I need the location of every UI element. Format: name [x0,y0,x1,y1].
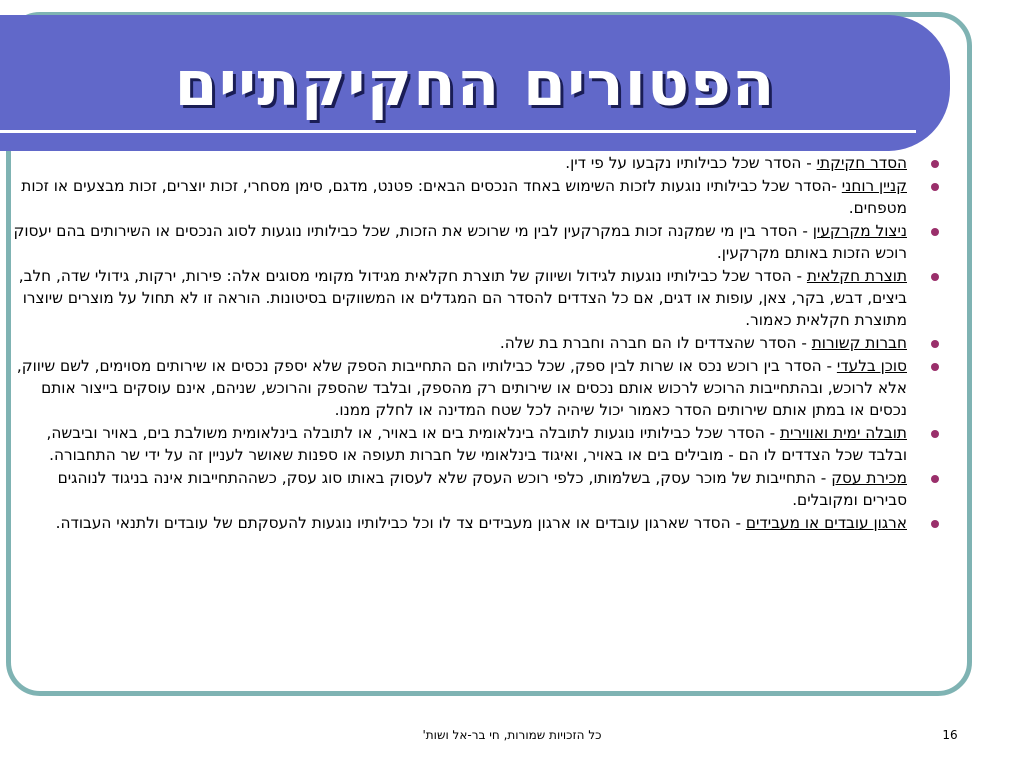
bullet-icon [931,340,939,348]
bullet-icon [931,475,939,483]
bullet-item [12,422,945,466]
bullet-item [12,265,945,331]
slide-title: הפטורים החקיקתיים [174,47,776,120]
bullet-text: - הסדר שכל כבילותיו נוגעות לתובלה בינלאומית בים או באויר, או לתובלה בינלאומית משולבת בים, באויר וביבשה, ובלבד שכל הצדדים לו הם - מובילים בים או באויר, ואיגוד בינלאומי של חברות תעופה או ספנות שאושר לעניין זה על ידי שר התחבורה. [46,424,907,464]
bullet-text: - הסדר בין רוכש נכס או שרות לבין ספק, שכל כבילותיו הם התחייבות הספק שלא יספק נכסים או שירותים מסוימים, לשם שיווק, אלא לרוכש, ובהתחייבות הרוכש לרכוש אותם נכסים או שירותים רק מהספק, ובלבד שהספק והרוכש, שניהם, אינם עוסקים בייצור אותם נכסים או במתן אותם שירותים הסדר כאמור יכול שיהיה לכל שטח המדינה או לחלק ממנו. [16,357,907,419]
slide-content [12,152,945,662]
bullet-term: סוכן בלעדי [836,357,907,375]
bullet-term: תובלה ימית ואווירית [779,424,907,442]
bullet-item [12,332,945,354]
bullet-text: - התחייבות של מוכר עסק, בשלמותו, כלפי רוכש העסק שלא לעסוק באותו סוג עסק, כשההתחייבות אינה בניגוד לנוהגים סבירים ומקובלים. [57,469,907,509]
bullet-term: הסדר חקיקתי [816,154,907,172]
bullet-text: - הסדר שארגון עובדים או ארגון מעבידים צד לו וכל כבילותיו נוגעות להעסקתם של עובדים ולתנאי העבודה. [55,514,746,532]
bullet-icon [931,363,939,371]
bullet-text: - הסדר שכל כבילותיו נוגעות לגידול ושיווק של תוצרת חקלאית מגידול מקומי מסוגים אלה: פירות, ירקות, גידולי שדה, חלב, ביצים, דבש, בקר, צאן, עופות או דגים, אם כל הצדדים להסדר הם המגדלים או המשווקים בסיטונות. הוראה זו לא תחול על מוצרים שיוצרו מתוצרת חקלאית כאמור. [18,267,907,329]
bullet-item [12,512,945,534]
bullet-list [12,152,945,534]
page-number: 16 [942,728,958,742]
bullet-item [12,220,945,264]
bullet-icon [931,273,939,281]
bullet-item [12,467,945,511]
bullet-item [12,152,945,174]
bullet-term: מכירת עסק [831,469,907,487]
bullet-term: תוצרת חקלאית [806,267,907,285]
bullet-text: - הסדר בין מי שמקנה זכות במקרקעין לבין מי שרוכש את הזכות, שכל כבילותיו נוגעות לסוג הנכסים או השירותים בהם יעסוק רוכש הזכות באותם מקרקעין. [13,222,907,262]
title-banner [0,15,950,151]
bullet-term: קניין רוחני [841,177,907,195]
bullet-item [12,355,945,421]
bullet-term: ניצול מקרקעין [812,222,907,240]
bullet-icon [931,430,939,438]
bullet-term: ארגון עובדים או מעבידים [745,514,907,532]
bullet-term: חברות קשורות [811,334,907,352]
bullet-text: -הסדר שכל כבילותיו נוגעות לזכות השימוש באחד הנכסים הבאים: פטנט, מדגם, סימן מסחרי, זכות יוצרים, זכות מבצעים או זכות מטפחים. [21,177,907,217]
bullet-text: - הסדר שהצדדים לו הם חברה וחברת בת שלה. [499,334,812,352]
footer-copyright: כל הזכויות שמורות, חי בר-אל ושות' [422,728,602,742]
bullet-icon [931,160,939,168]
bullet-icon [931,520,939,528]
bullet-item [12,175,945,219]
bullet-icon [931,183,939,191]
bullet-icon [931,228,939,236]
title-underline [0,130,916,133]
bullet-text: - הסדר שכל כבילותיו נקבעו על פי דין. [565,154,817,172]
